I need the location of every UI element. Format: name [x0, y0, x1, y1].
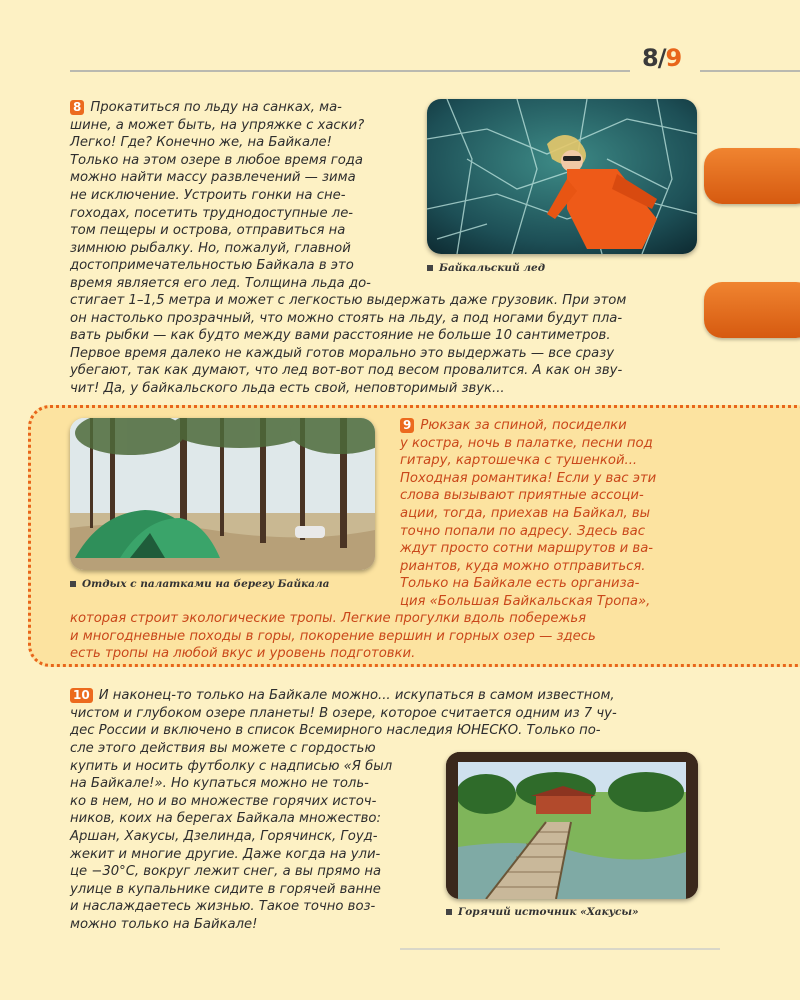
text-line: гоходах, посетить труднодоступные ле- — [70, 205, 354, 221]
page-number — [642, 44, 681, 72]
text-line: которая строит экологические тропы. Легкие прогулки вдоль побережья — [70, 611, 587, 626]
footer-rule — [400, 948, 720, 950]
caption-bullet — [70, 581, 76, 587]
photo-caption-ice — [427, 262, 545, 274]
text-line: слова вызывают приятные ассоци- — [400, 488, 644, 504]
text-line: есть тропы на любой вкус и уровень подготовки. — [70, 646, 416, 662]
text-line: вать рыбки — как будто между вами расстояние не больше 10 сантиметров. — [70, 328, 611, 344]
page-number-next: 9 — [665, 44, 682, 72]
text-line: дес России и включено в список Всемирного наследия ЮНЕСКО. Только по- — [70, 723, 601, 739]
section8-number-badge: 8 — [70, 100, 84, 115]
section9-number-badge: 9 — [400, 418, 414, 433]
text-line: И наконец-то только на Байкале можно... искупаться в самом известном, — [98, 688, 615, 703]
header-rule-right — [700, 70, 800, 72]
text-line: Рюкзак за спиной, посиделки — [420, 418, 627, 433]
section8-text-wide — [70, 292, 700, 398]
text-line: ации, тогда, приехав на Байкал, вы — [400, 505, 651, 521]
ice-illustration — [427, 99, 697, 254]
page-number-current: 8 — [642, 44, 658, 72]
caption-text: Байкальский лед — [439, 262, 546, 274]
section10-text-wide — [70, 687, 710, 740]
section10-number-badge: 10 — [70, 688, 93, 703]
text-line: гитару, картошечка с тушенкой... — [400, 453, 638, 469]
photo-caption-hot-spring — [446, 906, 639, 918]
side-tab-lower[interactable] — [704, 282, 800, 338]
text-line: на Байкале!». Но купаться можно не толь- — [70, 776, 369, 792]
photo-tents — [70, 418, 375, 570]
text-line: достопримечательностью Байкала в это — [70, 258, 354, 274]
caption-text: Горячий источник «Хакусы» — [458, 906, 639, 918]
text-line: це −30°С, вокруг лежит снег, а вы прямо на — [70, 864, 382, 880]
text-line: Аршан, Хакусы, Дзелинда, Горячинск, Гоуд- — [70, 828, 378, 844]
text-line: можно найти массу развлечений — зима — [70, 170, 356, 186]
text-line: у костра, ночь в палатке, песни под — [400, 435, 653, 451]
text-line: сле этого действия вы можете с гордостью — [70, 741, 376, 756]
text-line: точно попали по адресу. Здесь вас — [400, 523, 646, 539]
text-line: Только на этом озере в любое время года — [70, 152, 363, 168]
text-line: и наслаждаетесь жизнью. Такое точно воз- — [70, 899, 376, 915]
text-line: купить и носить футболку с надписью «Я был — [70, 758, 393, 774]
text-line: чистом и глубоком озере планеты! В озере, которое считается одним из 7 чу- — [70, 705, 617, 721]
text-line: время является его лед. Толщина льда до- — [70, 275, 371, 291]
caption-bullet — [446, 909, 452, 915]
caption-text: Отдых с палатками на берегу Байкала — [82, 578, 330, 590]
text-line: и многодневные походы в горы, покорение вершин и горных озер — здесь — [70, 628, 596, 644]
text-line: Первое время далеко не каждый готов морально это выдержать — все сразу — [70, 345, 615, 361]
photo-baikal-ice — [427, 99, 697, 254]
hot-spring-illustration — [446, 752, 698, 899]
section9-text — [400, 417, 700, 611]
section9-text-wide — [70, 610, 710, 663]
page-number-separator: / — [657, 44, 666, 72]
text-line: стигает 1–1,5 метра и может с легкостью выдержать даже грузовик. При этом — [70, 293, 627, 308]
text-line: улице в купальнике сидите в горячей ванне — [70, 881, 381, 897]
text-line: ция «Большая Байкальская Тропа», — [400, 593, 651, 609]
caption-bullet — [427, 265, 433, 271]
text-line: риантов, куда можно отправиться. — [400, 558, 646, 574]
text-line: шине, а может быть, на упряжке с хаски? — [70, 117, 365, 133]
text-line: Походная романтика! Если у вас эти — [400, 470, 657, 486]
text-line: он настолько прозрачный, что можно стоять на льду, а под ногами будут пла- — [70, 310, 623, 326]
text-line: не исключение. Устроить гонки на сне- — [70, 187, 346, 203]
text-line: чит! Да, у байкальского льда есть свой, неповторимый звук... — [70, 380, 505, 396]
section8-text — [70, 99, 420, 293]
photo-caption-tents — [70, 578, 329, 590]
side-tab-upper[interactable] — [704, 148, 800, 204]
text-line: можно только на Байкале! — [70, 916, 258, 932]
photo-hot-spring — [446, 752, 698, 899]
text-line: зимнюю рыбалку. Но, пожалуй, главной — [70, 240, 351, 256]
text-line: ников, коих на берегах Байкала множество: — [70, 811, 381, 827]
text-line: ко в нем, но и во множестве горячих источ- — [70, 793, 377, 809]
text-line: ждут просто сотни маршрутов и ва- — [400, 541, 654, 557]
section10-text — [70, 740, 430, 934]
text-line: Легко! Где? Конечно же, на Байкале! — [70, 135, 332, 151]
tents-illustration — [70, 418, 375, 570]
text-line: жекит и многие другие. Даже когда на ули- — [70, 846, 381, 862]
text-line: Прокатиться по льду на санках, ма- — [90, 100, 342, 115]
header-rule — [70, 70, 630, 72]
text-line: том пещеры и острова, отправиться на — [70, 223, 346, 239]
text-line: убегают, так как думают, что лед вот-вот под весом провалится. А как он зву- — [70, 363, 623, 379]
text-line: Только на Байкале есть организа- — [400, 576, 640, 592]
